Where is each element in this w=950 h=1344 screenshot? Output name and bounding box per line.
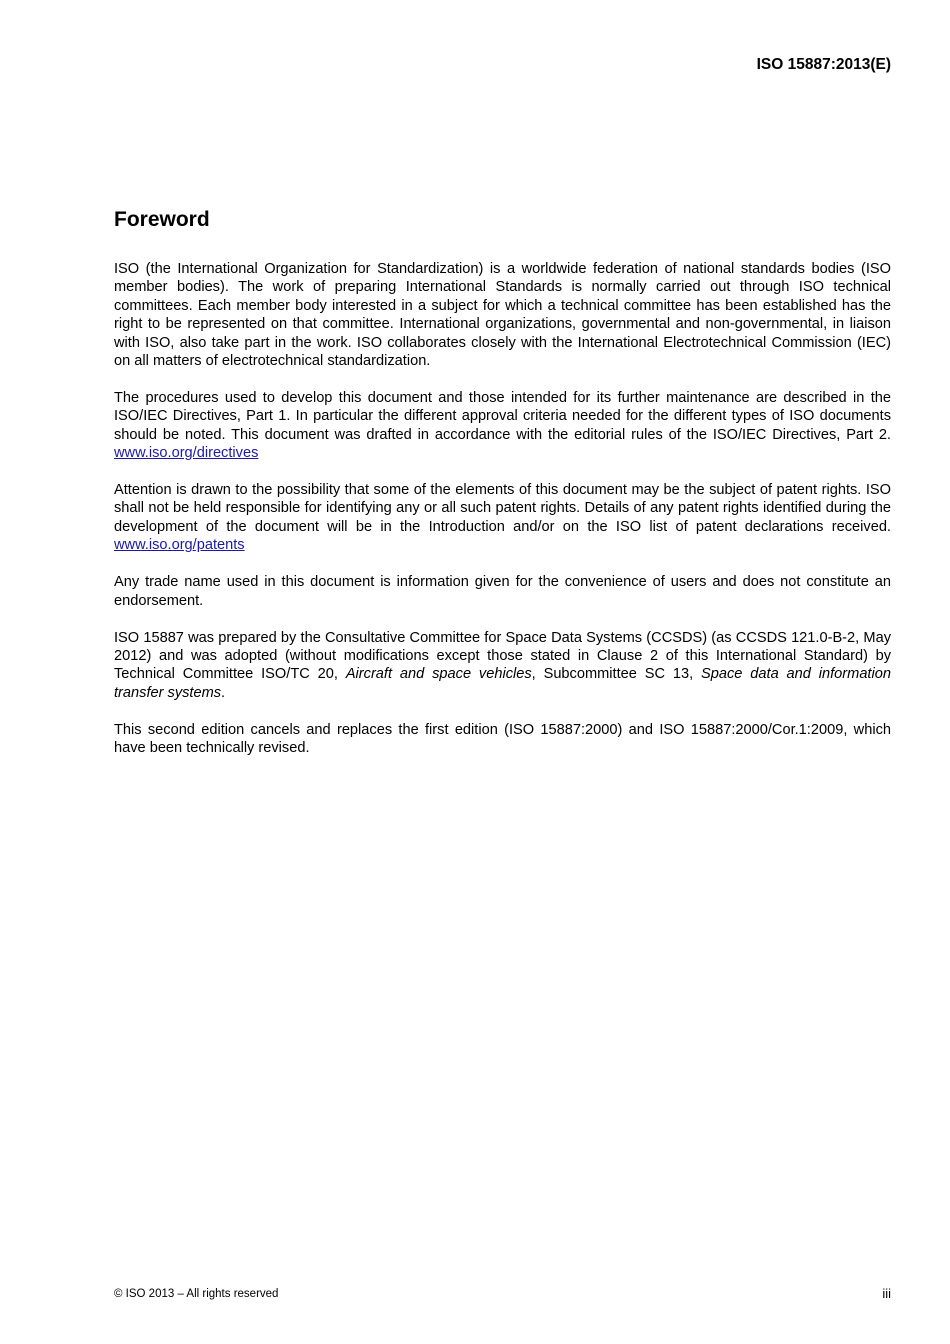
paragraph-procedures-text: The procedures used to develop this document and those intended for its further maintenance are described in the ISO/IEC Directives, Part 1. In particular the different approval criteria needed for the different types of ISO documents should be noted. This document was drafted in accordance with the editorial rules of the ISO/IEC Directives, Part 2. <box>114 389 891 443</box>
paragraph-procedures <box>114 389 891 463</box>
committee-name-italic: Aircraft and space vehicles <box>345 666 532 683</box>
paragraph-preparation-text-3: . <box>221 684 226 701</box>
paragraph-preparation-text-2: , Subcommittee SC 13, <box>531 666 702 683</box>
paragraph-edition: This second edition cancels and replaces the first edition (ISO 15887:2000) and ISO 15887:2000/Cor.1:2009, which have been technically revised. <box>114 721 891 757</box>
paragraph-preparation <box>114 629 891 703</box>
page-title: Foreword <box>114 208 210 231</box>
footer-copyright: © ISO 2013 – All rights reserved <box>114 1288 279 1300</box>
paragraph-trade-name: Any trade name used in this document is information given for the convenience of users and does not constitute an endorsement. <box>114 574 891 609</box>
directives-link[interactable]: www.iso.org/directives <box>114 445 259 462</box>
patents-link[interactable]: www.iso.org/patents <box>114 537 245 554</box>
page-number: iii <box>882 1286 891 1301</box>
document-id: ISO 15887:2013(E) <box>756 56 891 73</box>
paragraph-preparation-text-1: ISO 15887 was prepared by the Consultative Committee for Space Data Systems (CCSDS) (as CCSDS 121.0-B-2, May 2012) and was adopted (without modifications except those stated in Clause 2 of this International Standard) by Technical Committee ISO/TC 20, <box>114 629 891 683</box>
subcommittee-name-italic: Space data and information transfer systems <box>114 666 891 701</box>
paragraph-iso-federation: ISO (the International Organization for Standardization) is a worldwide federation of national standards bodies (ISO member bodies). The work of preparing International Standards is normally carried out through ISO technical committees. Each member body interested in a subject for which a technical committee has been established has the right to be represented on that committee. International organizations, governmental and non-governmental, in liaison with ISO, also take part in the work. ISO collaborates closely with the International Electrotechnical Commission (IEC) on all matters of electrotechnical standardization. <box>114 261 891 370</box>
paragraph-patents <box>114 481 891 555</box>
paragraph-patents-text: Attention is drawn to the possibility that some of the elements of this document may be the subject of patent rights. ISO shall not be held responsible for identifying any or all such patent rights. Details of any patent rights identified during the development of the document will be in the Introduction and/or on the ISO list of patent declarations received. <box>114 482 891 535</box>
foreword-body <box>114 260 891 776</box>
